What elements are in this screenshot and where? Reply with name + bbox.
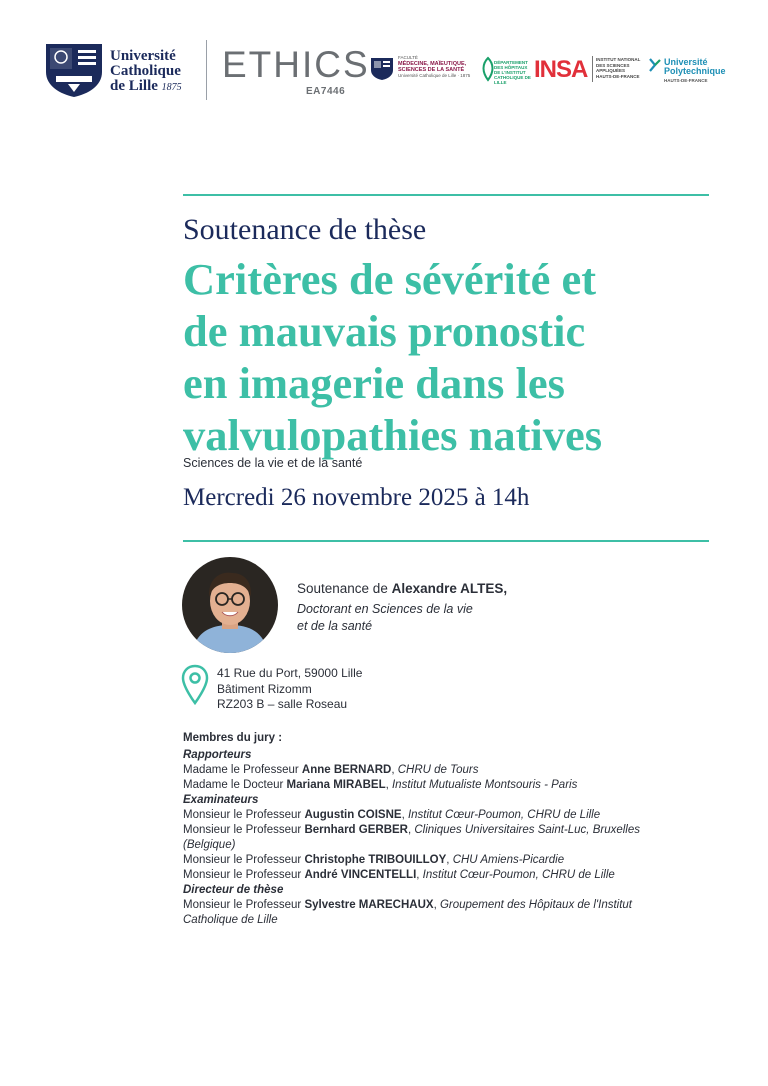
jury-section <box>183 731 663 928</box>
jury-member: Monsieur le Professeur Augustin COISNE, Institut Cœur-Poumon, CHRU de Lille <box>183 809 601 821</box>
thesis-title <box>183 253 723 461</box>
ucl-wordmark: Université Catholique de Lille 1875 <box>110 48 182 94</box>
thesis-title-line: valvulopathies natives <box>183 410 603 460</box>
thesis-title-line: Critères de sévérité et <box>183 254 597 304</box>
event-date: Mercredi 26 novembre 2025 à 14h <box>183 484 530 511</box>
header-divider <box>206 40 207 100</box>
candidate-line: Soutenance de Alexandre ALTES, <box>297 581 508 596</box>
insa-logo: INSA <box>534 56 588 83</box>
event-kicker: Soutenance de thèse <box>183 213 427 246</box>
uphf-mark-icon <box>648 57 662 75</box>
location-pin-icon <box>181 664 209 706</box>
fmms-shield-logo <box>370 57 394 81</box>
top-rule <box>183 194 709 196</box>
jury-member: Madame le Professeur Anne BERNARD, CHRU de Tours <box>183 764 479 776</box>
candidate-name: Alexandre ALTES, <box>391 581 508 596</box>
jury-member: Monsieur le Professeur Christophe TRIBOUILLOY, CHU Amiens-Picardie <box>183 854 565 866</box>
candidate-role: Doctorant en Sciences de la vie et de la santé <box>297 602 473 633</box>
ethics-code: EA7446 <box>306 86 346 97</box>
event-address: 41 Rue du Port, 59000 Lille Bâtiment Rizomm RZ203 B – salle Roseau <box>217 666 363 711</box>
departement-wordmark: DÉPARTEMENT DES HÔPITAUX DE L'INSTITUT CATHOLIQUE DE LILLE <box>494 60 531 85</box>
jury-member: Madame le Docteur Mariana MIRABEL, Institut Mutualiste Montsouris - Paris <box>183 779 578 791</box>
ucl-shield-logo <box>44 42 104 98</box>
insa-divider <box>592 56 593 82</box>
jury-group-label: Rapporteurs <box>183 749 252 761</box>
jury-group-label: Directeur de thèse <box>183 884 284 896</box>
uphf-wordmark: Université Polytechnique <box>664 57 726 76</box>
uphf-region: HAUTS-DE-FRANCE <box>664 78 708 83</box>
jury-heading: Membres du jury : <box>183 732 283 744</box>
ethics-logo: ETHICS <box>222 44 370 85</box>
candidate-avatar <box>182 557 278 653</box>
bottom-rule <box>183 540 709 542</box>
thesis-title-line: en imagerie dans les <box>183 358 565 408</box>
jury-group-label: Examinateurs <box>183 794 259 806</box>
jury-member: Monsieur le Professeur André VINCENTELLI, Institut Cœur-Poumon, CHRU de Lille <box>183 869 615 881</box>
insa-subtitle: INSTITUT NATIONAL DES SCIENCES APPLIQUÉES HAUTS-DE-FRANCE <box>596 57 641 79</box>
research-field: Sciences de la vie et de la santé <box>183 456 363 470</box>
jury-member: Monsieur le Professeur Bernhard GERBER, Cliniques Universitaires Saint-Luc, Bruxelles (Belgique) <box>183 824 640 851</box>
fmms-wordmark: FACULTÉ MÉDECINE, MAÏEUTIQUE, SCIENCES DE LA SANTÉ Université Catholique de Lille · 1875 <box>398 55 471 78</box>
jury-member: Monsieur le Professeur Sylvestre MARECHAUX, Groupement des Hôpitaux de l'Institut Catholique de Lille <box>183 899 633 926</box>
thesis-title-line: de mauvais pronostic <box>183 306 586 356</box>
